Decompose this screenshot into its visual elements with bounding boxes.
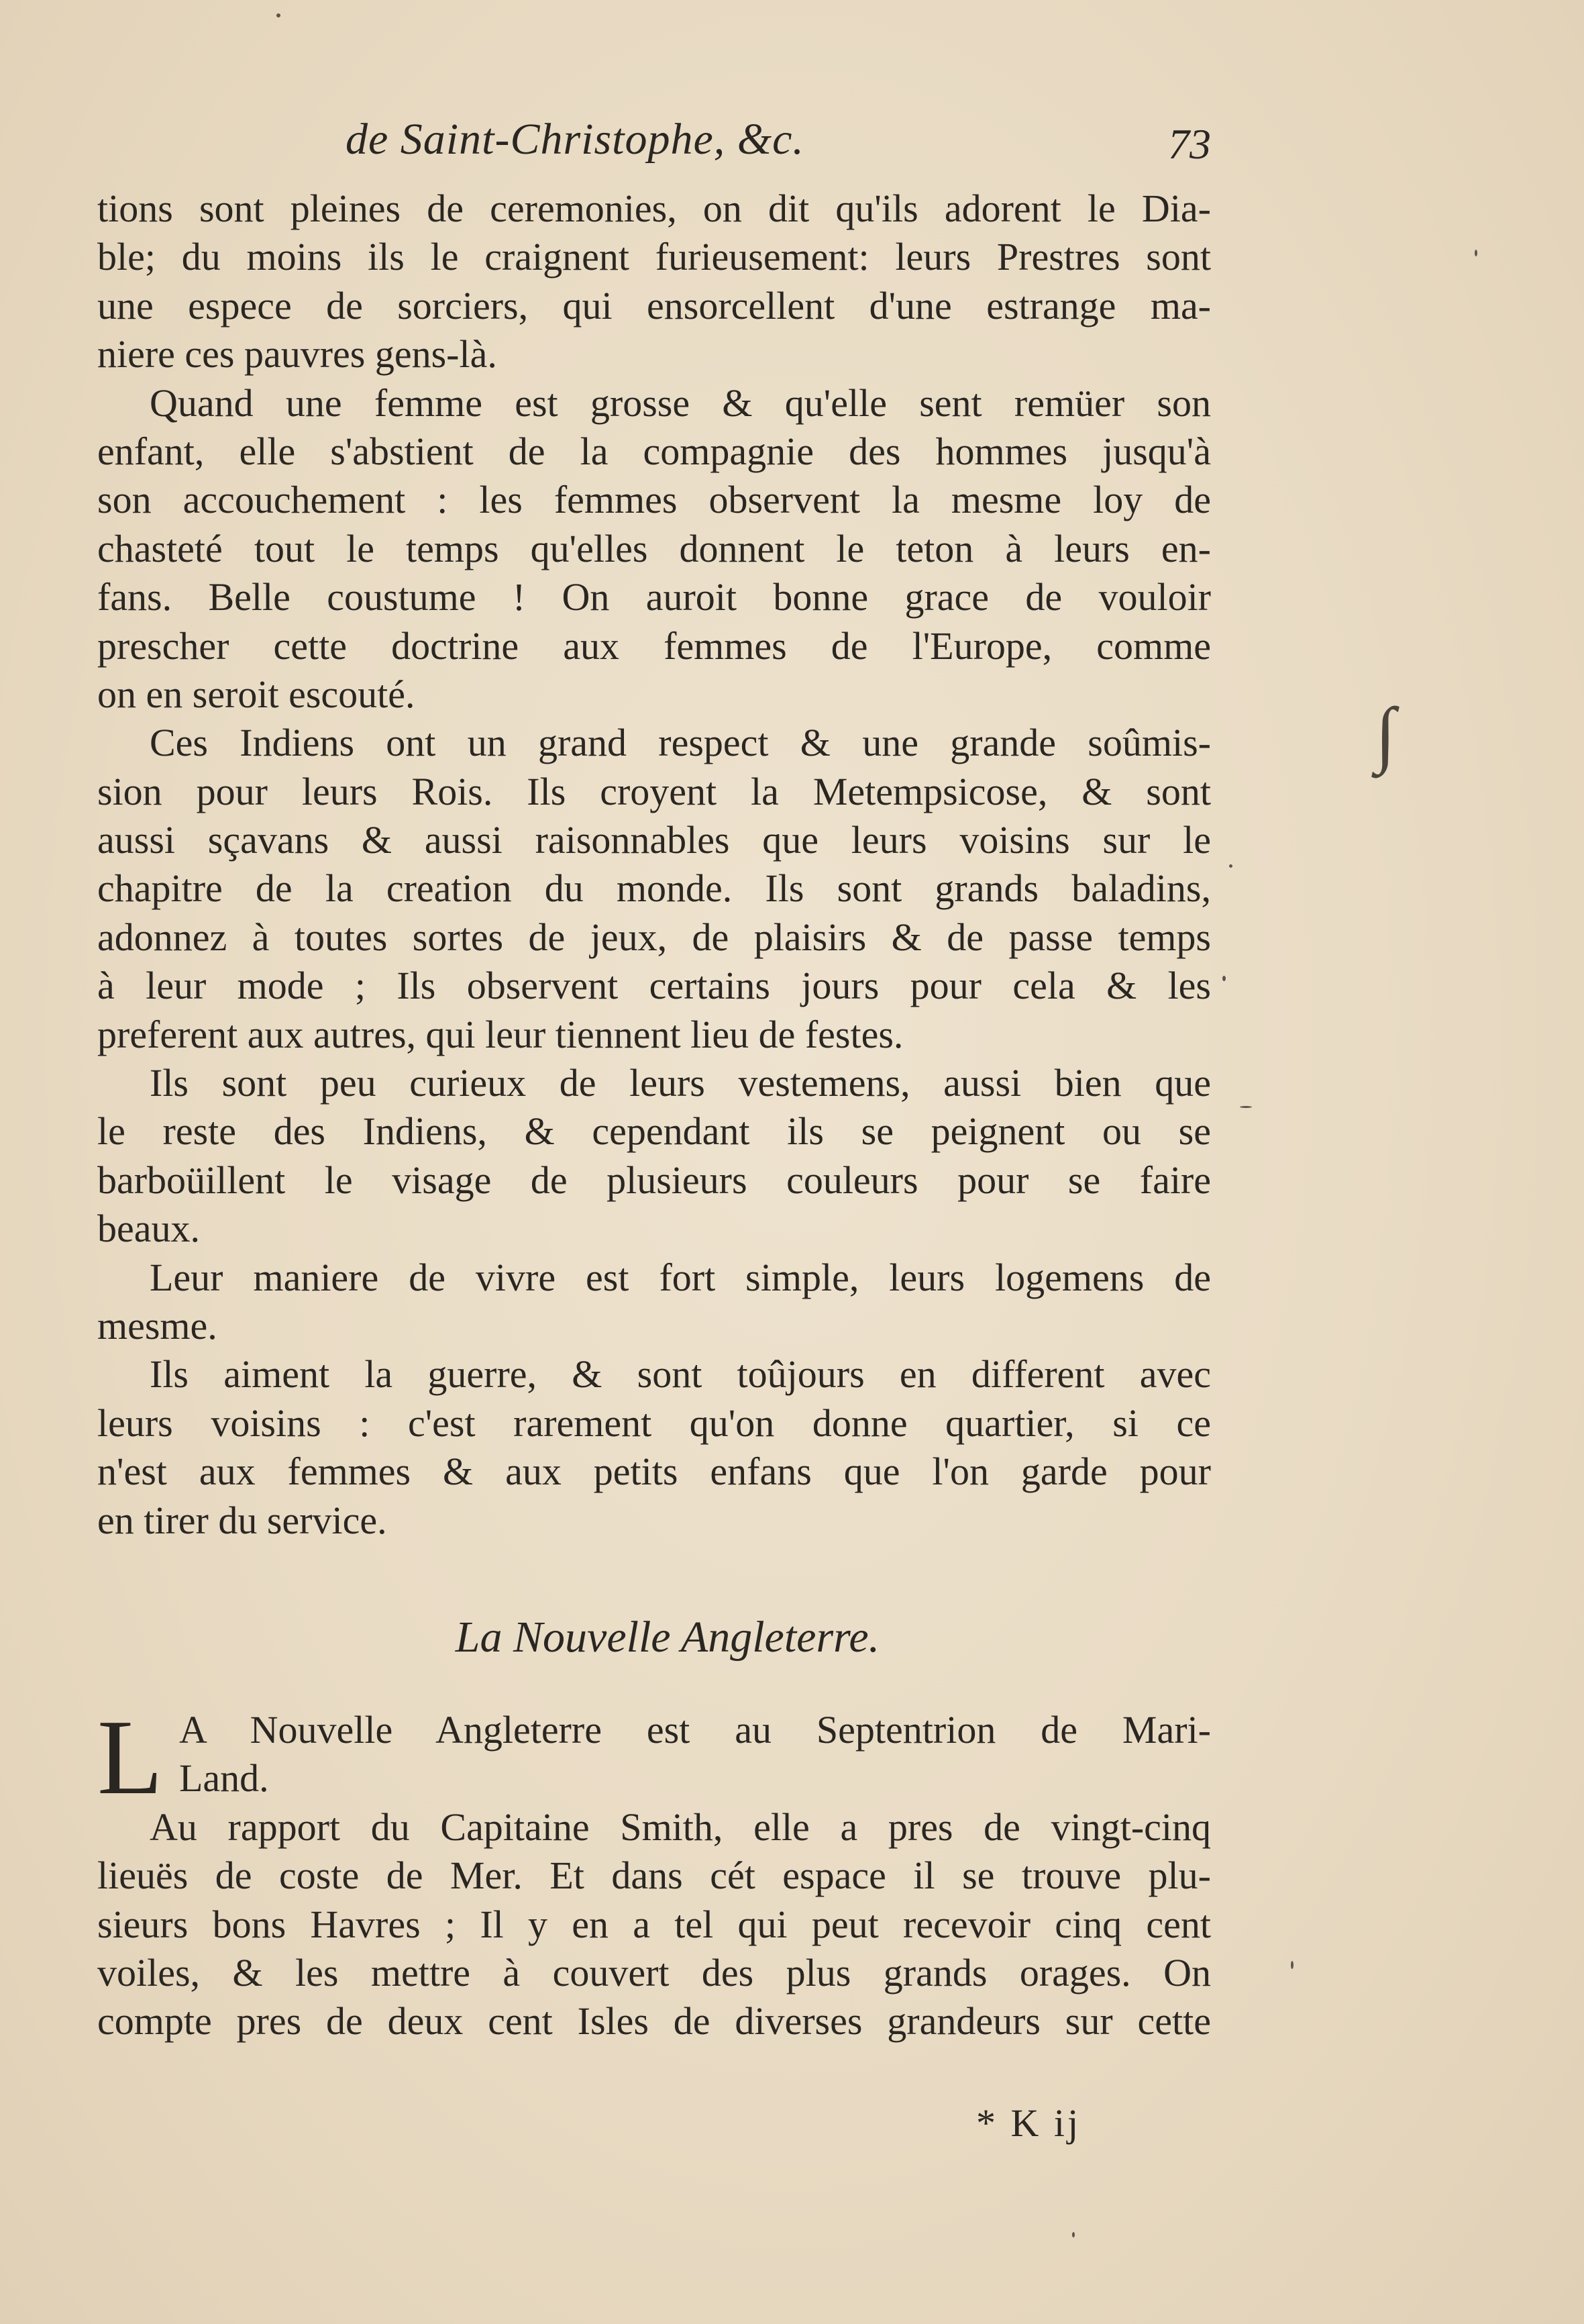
margin-annotation: ∫ [1375,693,1396,774]
paragraph [97,1350,1211,1545]
paper-speck [1072,2232,1075,2237]
paper-speck [276,13,280,17]
text-line: son accouchement : les femmes observent la mesme loy de [97,478,1211,522]
paper-speck [1240,1106,1252,1108]
paragraph [97,1254,1211,1351]
paper-speck [1222,976,1226,981]
text-line: on en seroit escouté. [97,672,415,716]
text-line: compte pres de deux cent Isles de diverses grandeurs sur cette [97,1999,1211,2043]
text-line: sion pour leurs Rois. Ils croyent la Metempsicose, & sont [97,769,1211,813]
text-line: barboüillent le visage de plusieurs couleurs pour se faire [97,1158,1211,1202]
text-line: beaux. [97,1207,200,1251]
body-text [97,185,1211,2046]
text-line: aussi sçavans & aussi raisonnables que leurs voisins sur le [97,818,1211,862]
text-line: ble; du moins ils le craignent furieusement: leurs Prestres sont [97,235,1211,279]
paragraph [97,379,1211,719]
text-line: tions sont pleines de ceremonies, on dit qu'ils adorent le Dia- [97,187,1211,230]
text-line: adonnez à toutes sortes de jeux, de plaisirs & de passe temps [97,915,1211,959]
text-line: Quand une femme est grosse & qu'elle sent remüer son [150,381,1211,425]
signature-mark: * K ij [976,2101,1081,2145]
text-line: Ils sont peu curieux de leurs vestemens, aussi bien que [150,1061,1211,1105]
text-line: voiles, & les mettre à couvert des plus grands orages. On [97,1950,1211,1994]
text-line: leurs voisins : c'est rarement qu'on donne quartier, si ce [97,1401,1211,1445]
text-line: fans. Belle coustume ! On auroit bonne grace de vouloir [97,575,1211,619]
running-title: de Saint-Christophe, &c. [346,115,804,164]
text-line: chasteté tout le temps qu'elles donnent le teton à leurs en- [97,526,1211,570]
page-header [97,114,1211,174]
paragraph [97,1803,1211,2046]
paragraph [97,185,1211,379]
paper-speck [1475,250,1477,256]
text-line: le reste des Indiens, & cependant ils se peignent ou se [97,1109,1211,1154]
page-number: 73 [1168,120,1211,168]
text-line: niere ces pauvres gens-là. [97,332,497,376]
text-line: à leur mode ; Ils observent certains jours pour cela & les [97,964,1211,1008]
text-line: une espece de sorciers, qui ensorcellent d'une estrange ma- [97,283,1211,327]
paragraph-with-drop-cap [97,1697,1211,1817]
text-line: A Nouvelle Angleterre est au Septentrion de Mari- [179,1707,1211,1752]
paragraph [97,719,1211,1059]
text-line: enfant, elle s'abstient de la compagnie des hommes jusqu'à [97,429,1211,473]
text-line: Leur maniere de vivre est fort simple, leurs logemens de [150,1255,1211,1299]
text-line: chapitre de la creation du monde. Ils sont grands baladins, [97,866,1211,911]
text-line: Land. [179,1756,269,1801]
text-line: Ils aiment la guerre, & sont toûjours en different avec [150,1352,1211,1397]
text-line: mesme. [97,1303,217,1348]
drop-cap: L [97,1697,163,1817]
text-line: preferent aux autres, qui leur tiennent lieu de festes. [97,1012,904,1056]
text-line: prescher cette doctrine aux femmes de l'Europe, comme [97,623,1211,668]
text-line: sieurs bons Havres ; Il y en a tel qui peut recevoir cinq cent [97,1902,1211,1946]
paper-speck [1291,1961,1293,1969]
text-line: Ces Indiens ont un grand respect & une grande soûmis- [150,721,1211,765]
paper-speck [1229,864,1232,868]
section-heading: La Nouvelle Angleterre. [455,1612,880,1662]
text-line: en tirer du service. [97,1498,387,1542]
text-line: n'est aux femmes & aux petits enfans que l'on garde pour [97,1450,1211,1494]
text-line: Au rapport du Capitaine Smith, elle a pres de vingt-cinq [150,1805,1211,1849]
paragraph [97,1059,1211,1254]
text-line: lieuës de coste de Mer. Et dans cét espace il se trouve plu- [97,1854,1211,1898]
